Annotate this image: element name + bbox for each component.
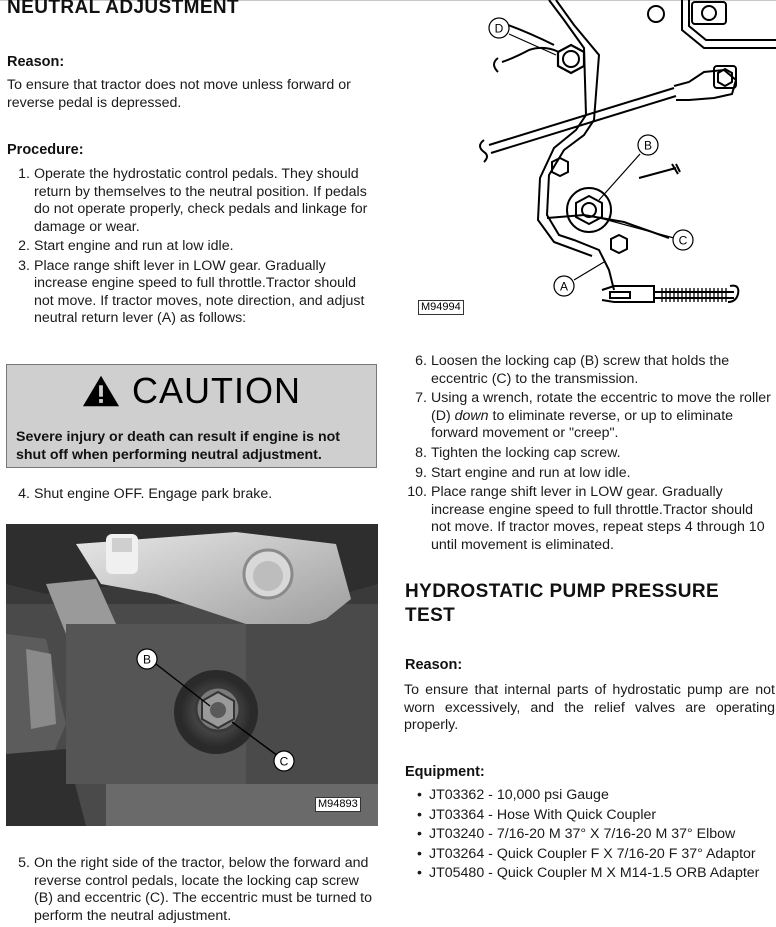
step-text-part: to eliminate reverse, or up to eliminate forward movement or "creep". <box>431 407 734 442</box>
neutral-linkage-diagram <box>414 0 776 322</box>
step-text: Tighten the locking cap screw. <box>431 444 621 461</box>
procedure-steps-1-3 <box>4 166 378 330</box>
list-item <box>4 258 378 328</box>
list-item: • JT05480 - Quick Coupler M X M14-1.5 ORB Adapter <box>404 865 774 883</box>
list-item <box>401 390 773 443</box>
equipment-list <box>404 787 774 885</box>
eccentric-photo <box>6 524 378 826</box>
step-text: Place range shift lever in LOW gear. Gradually increase engine speed to full throttle.Tractor should not move. If tractor moves, repeat steps 4 through 10 until movement is eliminated. <box>431 484 765 553</box>
warning-triangle-icon <box>82 373 120 409</box>
list-item <box>4 486 378 504</box>
procedure-heading: Procedure: <box>7 142 84 158</box>
diagram-figure-tag: M94994 <box>418 300 464 315</box>
procedure-step-5 <box>4 855 378 927</box>
step-number: 5. <box>18 855 30 871</box>
photo-figure-tag: M94893 <box>315 797 361 812</box>
list-item <box>401 445 773 463</box>
reason-heading: Reason: <box>7 54 65 70</box>
caution-word: CAUTION <box>132 370 301 411</box>
equipment-heading: Equipment: <box>405 764 485 780</box>
step-text: Start engine and run at low idle. <box>431 464 631 481</box>
procedure-step-4 <box>4 486 378 506</box>
photo-callout-b: B <box>142 652 152 667</box>
step-text: Loosen the locking cap (B) screw that holds the eccentric (C) to the transmission. <box>431 353 730 387</box>
step-number: 9. <box>415 464 427 481</box>
fig-callout-a: A <box>559 279 569 294</box>
list-item: • JT03240 - 7/16-20 M 37° X 7/16-20 M 37° Elbow <box>404 826 774 844</box>
step-text <box>431 390 773 443</box>
caution-header <box>7 370 376 414</box>
list-item <box>4 238 378 256</box>
step-text: Shut engine OFF. Engage park brake. <box>34 486 273 502</box>
list-item <box>401 353 773 388</box>
step-text: Place range shift lever in LOW gear. Gradually increase engine speed to full throttle.Tractor should not move. If tractor moves, note direction, and adjust neutral return lever (A) as follows: <box>34 257 365 327</box>
section-title-pump-pressure-test: HYDROSTATIC PUMP PRESSURE TEST <box>405 581 720 626</box>
step-number: 1. <box>18 166 30 182</box>
step-number: 10. <box>407 484 427 501</box>
step-text: Start engine and run at low idle. <box>34 238 234 255</box>
list-item: • JT03362 - 10,000 psi Gauge <box>404 787 774 805</box>
list-item <box>4 855 378 925</box>
step-number: 6. <box>415 353 427 369</box>
step-number: 2. <box>18 238 30 255</box>
step-text-emphasis: down <box>454 407 489 424</box>
reason-text-2: To ensure that internal parts of hydrostatic pump are not worn excessively, and the relief valves are operating properly. <box>404 682 775 733</box>
list-item <box>4 166 378 236</box>
list-item <box>401 465 773 483</box>
fig-callout-c: C <box>678 233 688 248</box>
step-number: 8. <box>415 444 427 461</box>
step-text: Operate the hydrostatic control pedals. They should return by themselves to the neutral position. If pedals do not operate properly, check pedals and linkage for damage or wear. <box>34 166 368 235</box>
caution-box <box>6 364 377 468</box>
section-title-neutral-adjustment: NEUTRAL ADJUSTMENT <box>7 0 240 18</box>
fig-callout-d: D <box>494 21 504 36</box>
fig-callout-b: B <box>643 138 653 153</box>
list-item: • JT03264 - Quick Coupler F X 7/16-20 F 37° Adaptor <box>404 846 774 864</box>
step-number: 3. <box>18 257 30 274</box>
list-item <box>401 484 773 554</box>
step-number: 4. <box>18 486 30 502</box>
list-item: • JT03364 - Hose With Quick Coupler <box>404 807 774 825</box>
reason-text: To ensure that tractor does not move unless forward or reverse pedal is depressed. <box>7 77 351 111</box>
reason-heading-2: Reason: <box>405 657 463 673</box>
photo-callout-c: C <box>279 754 289 769</box>
caution-text: Severe injury or death can result if engine is not shut off when performing neutral adjustment. <box>16 429 341 463</box>
procedure-steps-6-10 <box>401 353 773 556</box>
step-number: 7. <box>415 390 427 407</box>
step-text: On the right side of the tractor, below the forward and reverse control pedals, locate the locking cap screw (B) and eccentric (C). The eccentric must be turned to perform the neutral adjustment. <box>34 855 373 924</box>
step-text-part: Using a wrench, rotate the eccentric to move the roller (D) <box>431 390 771 424</box>
